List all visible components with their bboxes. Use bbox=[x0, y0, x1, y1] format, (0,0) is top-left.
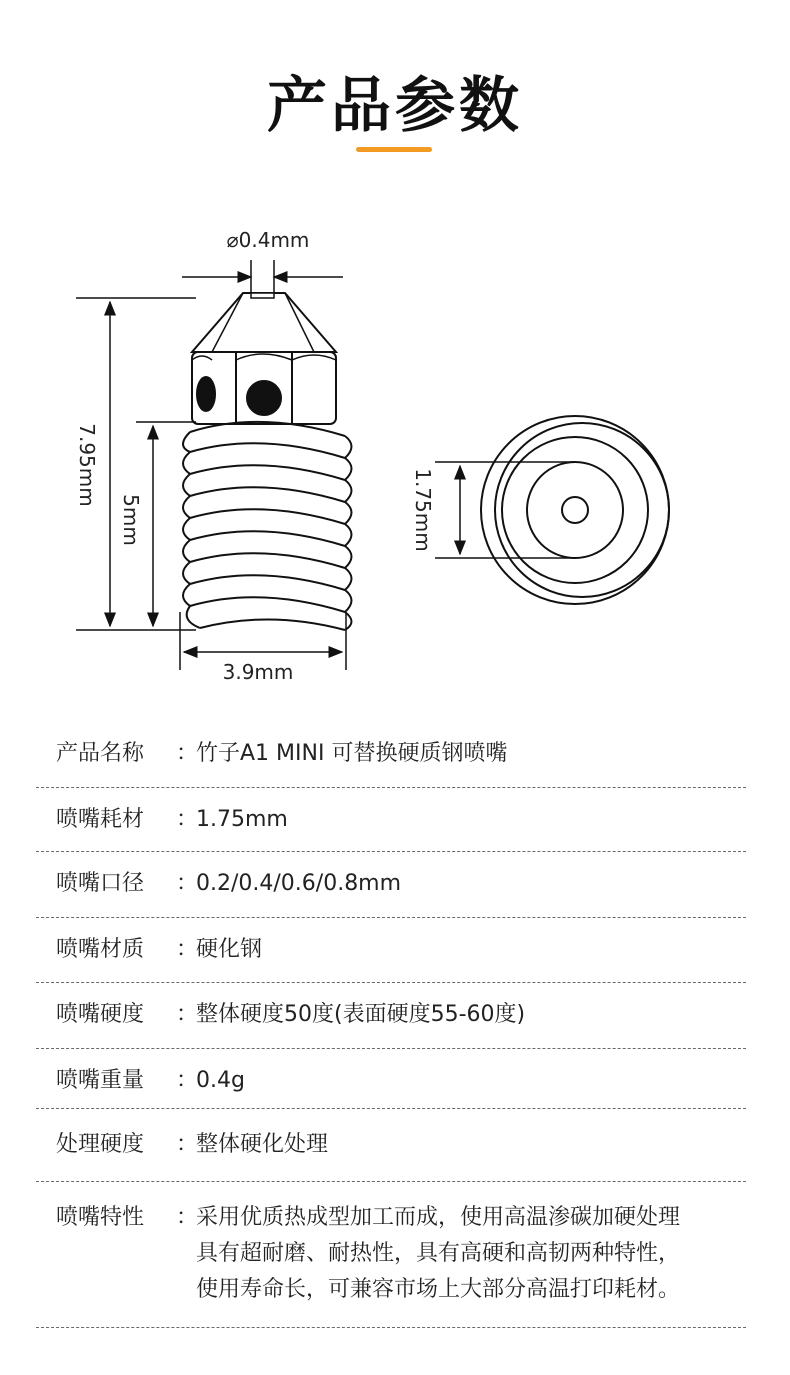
spec-label: 产品名称 bbox=[56, 741, 145, 766]
spec-value: 0.2/0.4/0.6/0.8mm bbox=[196, 871, 402, 896]
spec-colon: ： bbox=[176, 1068, 199, 1093]
spec-row-diameter bbox=[36, 852, 746, 918]
spec-label: 喷嘴特性 bbox=[56, 1205, 145, 1230]
spec-label: 喷嘴口径 bbox=[56, 871, 145, 896]
spec-value: 整体硬化处理 bbox=[196, 1132, 329, 1157]
nozzle-diagram bbox=[0, 200, 790, 700]
spec-value: 0.4g bbox=[196, 1068, 245, 1093]
spec-colon: ： bbox=[176, 741, 199, 766]
spec-label: 处理硬度 bbox=[56, 1132, 145, 1157]
page-title: 产品参数 bbox=[267, 71, 523, 141]
spec-value: 竹子A1 MINI 可替换硬质钢喷嘴 bbox=[196, 741, 508, 766]
spec-colon: ： bbox=[176, 937, 199, 962]
nozzle-side-view bbox=[76, 260, 352, 670]
spec-row-filament bbox=[36, 788, 746, 852]
total-height-label: 7.95mm bbox=[75, 423, 99, 507]
width-label: 3.9mm bbox=[222, 660, 294, 684]
filament-label: 1.75mm bbox=[411, 468, 435, 552]
spec-label: 喷嘴耗材 bbox=[56, 807, 145, 832]
thread-height-label: 5mm bbox=[119, 494, 143, 546]
nozzle-diameter-label: ⌀0.4mm bbox=[226, 228, 310, 252]
title-underline bbox=[356, 147, 432, 152]
spec-row-hardness bbox=[36, 983, 746, 1049]
spec-table bbox=[36, 722, 746, 1328]
nozzle-top-view bbox=[435, 416, 669, 604]
spec-value: 整体硬度50度(表面硬度55-60度) bbox=[196, 1002, 526, 1027]
spec-colon: ： bbox=[176, 1205, 199, 1230]
spec-colon: ： bbox=[176, 807, 199, 832]
spec-row-weight bbox=[36, 1049, 746, 1109]
spec-row-name bbox=[36, 722, 746, 788]
spec-row-treatment bbox=[36, 1109, 746, 1182]
spec-label: 喷嘴重量 bbox=[56, 1068, 145, 1093]
spec-row-material bbox=[36, 918, 746, 983]
spec-label: 喷嘴材质 bbox=[56, 937, 145, 962]
spec-value: 采用优质热成型加工而成，使用高温渗碳加硬处理 具有超耐磨、耐热性，具有高硬和高韧两种特性， 使用寿命长，可兼容市场上大部分高温打印耗材。 bbox=[196, 1205, 681, 1302]
spec-colon: ： bbox=[176, 1132, 199, 1157]
spec-value: 硬化钢 bbox=[196, 937, 263, 962]
spec-label: 喷嘴硬度 bbox=[56, 1002, 145, 1027]
spec-colon: ： bbox=[176, 871, 199, 896]
spec-colon: ： bbox=[176, 1002, 199, 1027]
spec-row-features bbox=[36, 1182, 746, 1328]
spec-value: 1.75mm bbox=[196, 807, 288, 832]
